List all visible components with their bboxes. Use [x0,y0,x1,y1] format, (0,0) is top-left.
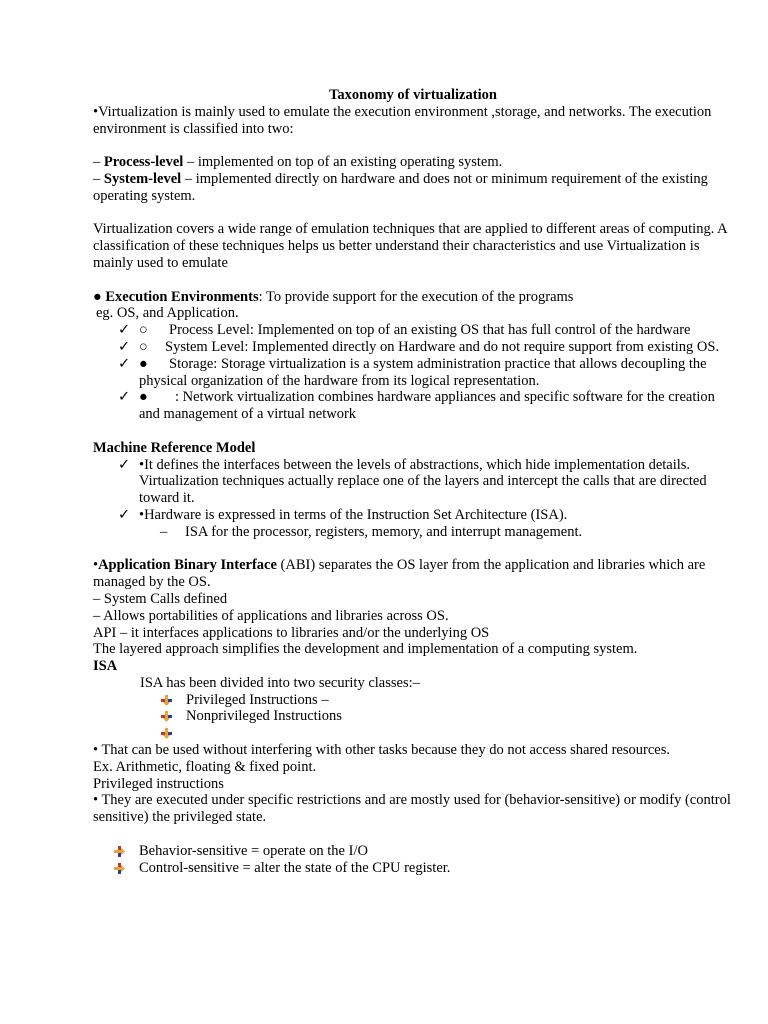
list-item-text: : Network virtualization combines hardware appliances and specific software for the creation and management of a virtual network [139,389,715,423]
list-item [161,692,733,709]
process-level-term: Process-level [103,154,184,171]
exec-env-line [93,289,733,306]
api-line: API – it interfaces applications to libraries and/or the underlying OS [93,624,490,641]
intro-paragraph [93,104,733,138]
dash: – [93,154,104,171]
dot-bullet-icon: ● [139,355,148,372]
machine-ref-heading: Machine Reference Model [93,439,256,456]
list-item [118,507,733,524]
arrow-bullet-icon [114,846,125,857]
list-item-text: Behavior-sensitive = operate on the I/O [139,842,368,859]
unprivileged-line [93,742,733,759]
arrow-bullet-icon [161,711,172,722]
abi-term: Application Binary Interface [98,557,277,574]
abi-paragraph [93,557,733,591]
exec-env-term: Execution Environments [105,288,259,305]
system-level-text: – implemented directly on hardware and does not or minimum requirement of the existing operating system. [93,170,708,204]
example-line: Ex. Arithmetic, floating & fixed point. [93,758,317,775]
list-item-text: •It defines the interfaces between the levels of abstractions, which hide implementation details. Virtualization techniques actually replace one of the layers and intercept the calls that are directed toward it. [139,456,707,507]
system-level-line [93,171,733,205]
list-item-text: Privileged Instructions – [186,691,329,708]
machine-ref-list [118,457,733,524]
abi-line: – Allows portabilities of applications and libraries across OS. [93,607,449,624]
checkmark-icon: ✓ [118,506,131,523]
list-item-text: Process Level: Implemented on top of an existing OS that has full control of the hardware [169,322,691,339]
circle-bullet-icon: ○ [139,322,148,339]
checkmark-icon: ✓ [118,322,131,339]
layered-line: The layered approach simplifies the development and implementation of a computing system. [93,641,638,658]
bullet: • [93,103,99,120]
spacer [93,272,733,289]
spacer [93,826,733,843]
list-item [161,708,733,725]
exec-env-text: : To provide support for the execution of the programs [258,288,574,305]
list-item [118,389,733,423]
isa-intro: ISA has been divided into two security classes:– [140,674,420,691]
bullet: • [93,557,99,574]
spacer [93,423,733,440]
page-title: Taxonomy of virtualization [329,87,497,103]
arrow-bullet-icon [161,728,172,739]
sensitive-list [93,843,733,877]
bullet: • [93,742,102,759]
checkmark-icon: ✓ [118,355,131,372]
exec-env-example: eg. OS, and Application. [96,305,239,322]
isa-list [93,692,733,742]
list-item-text: Control-sensitive = alter the state of the CPU register. [139,859,451,876]
checkmark-icon: ✓ [118,389,131,406]
spacer [93,541,733,558]
privileged-line [93,792,733,826]
list-item-text: System Level: Implemented directly on Hardware and do not require support from existing OS. [165,338,720,355]
bullet: ● [93,288,106,305]
list-item [114,843,733,860]
list-item [118,356,733,390]
abi-text: (ABI) separates the OS layer from the application and libraries which are managed by the OS. [93,557,706,591]
list-item-text: •Hardware is expressed in terms of the Instruction Set Architecture (ISA). [139,506,568,523]
checkmark-icon: ✓ [118,456,131,473]
dot-bullet-icon: ● [139,389,148,406]
process-level-text: – implemented on top of an existing operating system. [183,154,503,171]
list-item [161,725,733,742]
list-item [118,339,733,356]
dash-bullet: – [160,523,168,540]
privileged-text: They are executed under specific restrictions and are mostly used for (behavior-sensitive) or modify (control sensitive) the privileged state. [93,792,731,826]
circle-bullet-icon: ○ [139,338,148,355]
list-item [118,457,733,507]
isa-heading: ISA [93,658,118,675]
process-level-line [93,154,733,171]
arrow-bullet-icon [114,863,125,874]
dash: – [93,170,104,187]
list-item-text: Storage: Storage virtualization is a system administration practice that allows decoupling the physical organization of the hardware from its logical representation. [139,355,707,389]
unprivileged-text: That can be used without interfering with other tasks because they do not access shared resources. [101,742,670,759]
coverage-paragraph: Virtualization covers a wide range of emulation techniques that are applied to different areas of computing. A classification of these techniques helps us better understand their characteristics and use Virtualization is mainly used to emulate [93,221,727,271]
bullet: • [93,792,102,809]
document-page [93,87,733,876]
exec-env-list [118,322,733,423]
abi-line: – System Calls defined [93,590,228,607]
list-item-text: Nonprivileged Instructions [186,708,342,725]
list-item [114,860,733,877]
sub-list-item-text: ISA for the processor, registers, memory, and interrupt management. [185,523,583,540]
spacer [93,137,733,154]
intro-text: Virtualization is mainly used to emulate the execution environment ,storage, and networks. The execution environment is classified into two: [93,103,712,137]
arrow-bullet-icon [161,695,172,706]
list-item [118,322,733,339]
system-level-term: System-level [103,170,182,187]
checkmark-icon: ✓ [118,338,131,355]
privileged-heading: Privileged instructions [93,775,224,792]
sub-list-item [93,524,733,541]
spacer [93,205,733,222]
